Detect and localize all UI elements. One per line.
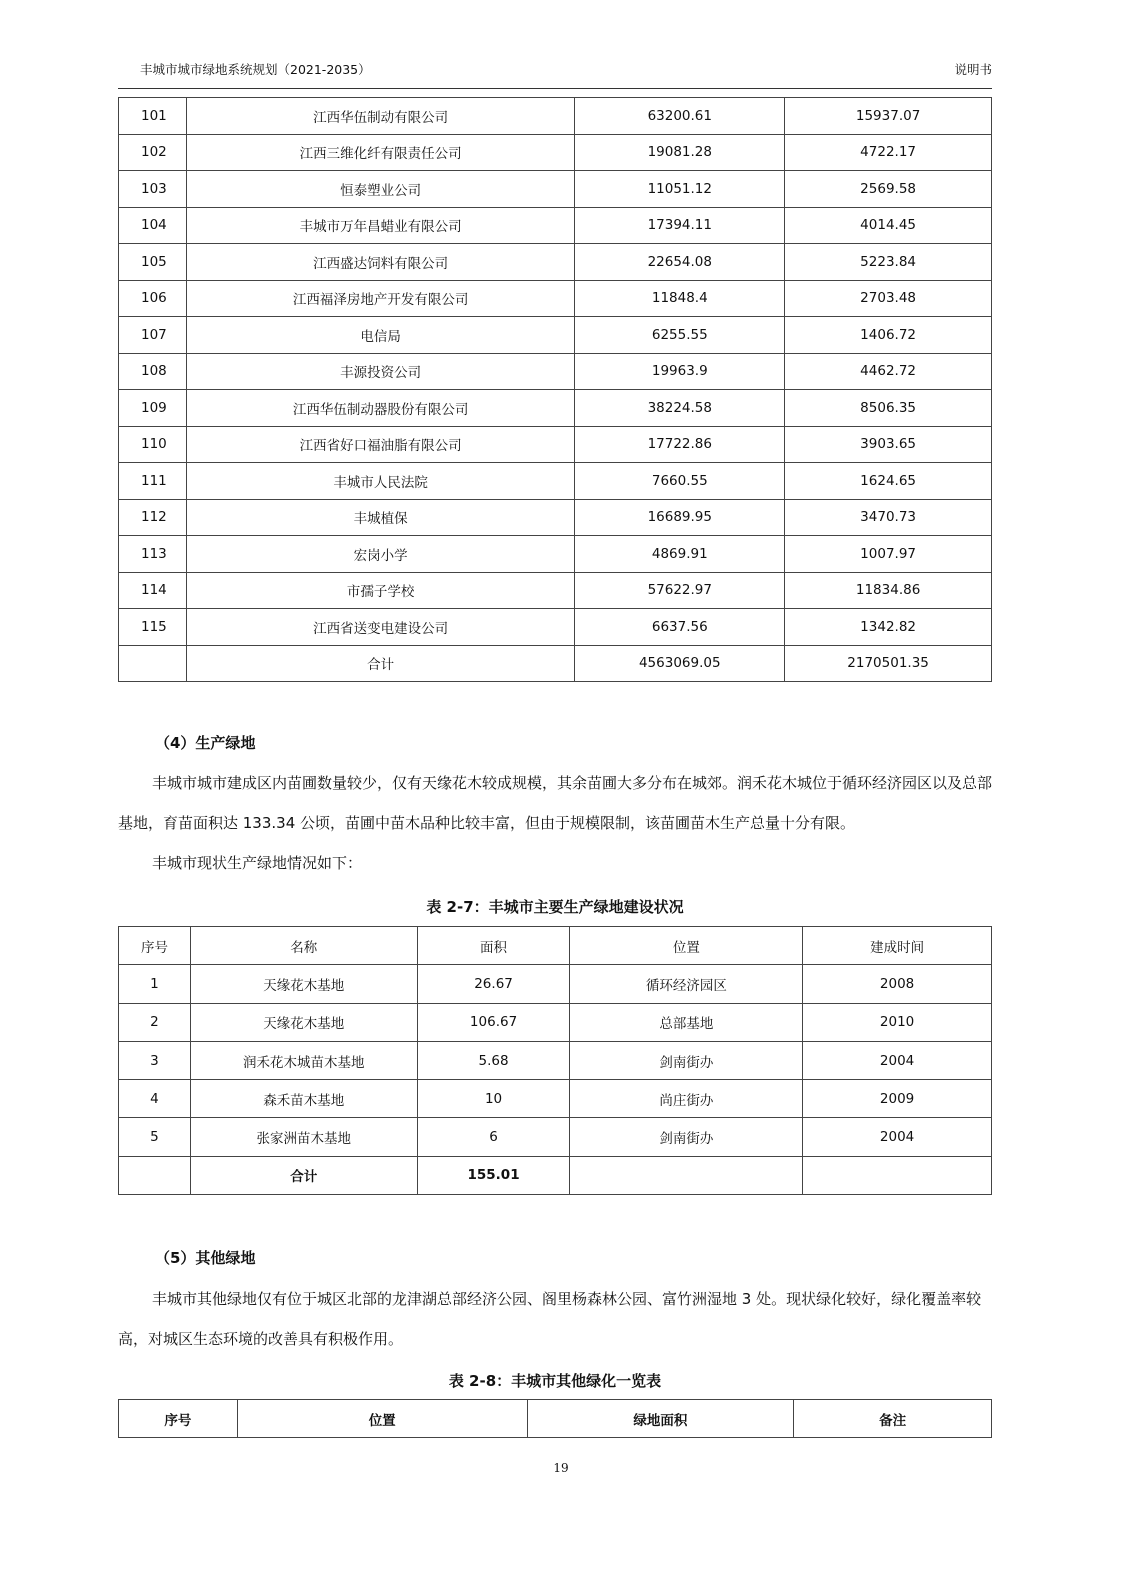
table-cell: 38224.58 (575, 390, 785, 427)
section-5-title: （5）其他绿地 (155, 1249, 256, 1267)
table-cell (570, 1156, 803, 1194)
table-cell: 10 (417, 1080, 570, 1118)
table-row (119, 244, 992, 281)
table-cell: 110 (119, 426, 187, 463)
table-cell: 11051.12 (575, 171, 785, 208)
table-row (119, 609, 992, 646)
table-cell: 1624.65 (785, 463, 992, 500)
table-cell: 155.01 (417, 1156, 570, 1194)
table-cell: 17394.11 (575, 207, 785, 244)
table-cell: 剑南街办 (570, 1041, 803, 1079)
table-cell: 5223.84 (785, 244, 992, 281)
table-total-row (119, 1156, 992, 1194)
table-cell: 8506.35 (785, 390, 992, 427)
table-cell: 丰城植保 (186, 499, 574, 536)
table-row (119, 207, 992, 244)
table-cell: 合计 (186, 645, 574, 682)
table-cell: 4462.72 (785, 353, 992, 390)
table-row (119, 499, 992, 536)
table-cell: 5.68 (417, 1041, 570, 1079)
table-cell: 2 (119, 1003, 191, 1041)
table-cell: 绿地面积 (527, 1400, 794, 1438)
table-row (119, 98, 992, 135)
table-cell: 1342.82 (785, 609, 992, 646)
table-cell: 22654.08 (575, 244, 785, 281)
table-cell: 电信局 (186, 317, 574, 354)
table-cell: 17722.86 (575, 426, 785, 463)
table-cell: 102 (119, 134, 187, 171)
table-cell: 114 (119, 572, 187, 609)
table-row (119, 317, 992, 354)
table-cell: 循环经济园区 (570, 965, 803, 1003)
table-cell: 4014.45 (785, 207, 992, 244)
table-cell: 序号 (119, 1400, 238, 1438)
table-cell: 市孺子学校 (186, 572, 574, 609)
table-row (119, 390, 992, 427)
table-cell: 7660.55 (575, 463, 785, 500)
enterprise-greenspace-table (118, 97, 992, 682)
other-greenspace-table (118, 1399, 992, 1438)
table-cell: 2004 (803, 1118, 992, 1156)
table-cell: 江西盛达饲料有限公司 (186, 244, 574, 281)
table-cell: 4869.91 (575, 536, 785, 573)
table-cell: 序号 (119, 927, 191, 965)
table-row (119, 134, 992, 171)
table-cell: 6637.56 (575, 609, 785, 646)
table-cell: 面积 (417, 927, 570, 965)
table-cell: 2010 (803, 1003, 992, 1041)
table-row (119, 463, 992, 500)
table-row (119, 1041, 992, 1079)
table-cell (803, 1156, 992, 1194)
table-cell: 名称 (190, 927, 417, 965)
table-cell: 107 (119, 317, 187, 354)
table-cell: 2009 (803, 1080, 992, 1118)
table-row (119, 572, 992, 609)
table-cell: 4563069.05 (575, 645, 785, 682)
table-cell: 63200.61 (575, 98, 785, 135)
table-row (119, 536, 992, 573)
table-cell: 11834.86 (785, 572, 992, 609)
production-greenspace-table (118, 926, 992, 1195)
table-cell: 位置 (570, 927, 803, 965)
document-title: 丰城市城市绿地系统规划（2021-2035） (140, 62, 371, 77)
table-cell: 105 (119, 244, 187, 281)
document-type: 说明书 (954, 62, 992, 77)
table-cell: 张家洲苗木基地 (190, 1118, 417, 1156)
table-cell: 恒泰塑业公司 (186, 171, 574, 208)
table-cell: 天缘花木基地 (190, 965, 417, 1003)
table-cell: 合计 (190, 1156, 417, 1194)
table-cell: 115 (119, 609, 187, 646)
table-cell: 2170501.35 (785, 645, 992, 682)
table-cell: 江西省好口福油脂有限公司 (186, 426, 574, 463)
paragraph: 丰城市现状生产绿地情况如下： (152, 854, 363, 872)
page-number: 19 (553, 1461, 569, 1475)
enterprise-greenspace-table-body (119, 98, 992, 646)
table-row (119, 171, 992, 208)
table-cell: 宏岗小学 (186, 536, 574, 573)
table-cell: 总部基地 (570, 1003, 803, 1041)
table-row (119, 1003, 992, 1041)
table-cell: 101 (119, 98, 187, 135)
table-row (119, 1080, 992, 1118)
table-total-row (119, 645, 992, 682)
table-cell: 57622.97 (575, 572, 785, 609)
table-cell: 104 (119, 207, 187, 244)
table-cell: 建成时间 (803, 927, 992, 965)
table-cell: 1007.97 (785, 536, 992, 573)
table-cell: 108 (119, 353, 187, 390)
table-cell: 丰源投资公司 (186, 353, 574, 390)
table-cell: 4722.17 (785, 134, 992, 171)
table-cell: 112 (119, 499, 187, 536)
table-cell: 尚庄街办 (570, 1080, 803, 1118)
table-cell: 106.67 (417, 1003, 570, 1041)
table-cell: 丰城市人民法院 (186, 463, 574, 500)
table-cell: 15937.07 (785, 98, 992, 135)
table-cell: 26.67 (417, 965, 570, 1003)
table-row (119, 353, 992, 390)
table-cell: 位置 (237, 1400, 527, 1438)
table-cell: 丰城市万年昌蜡业有限公司 (186, 207, 574, 244)
table-cell: 森禾苗木基地 (190, 1080, 417, 1118)
table-cell: 3903.65 (785, 426, 992, 463)
table-cell: 5 (119, 1118, 191, 1156)
section-5-body (118, 1279, 992, 1359)
table-cell: 6 (417, 1118, 570, 1156)
table-cell: 江西省送变电建设公司 (186, 609, 574, 646)
table-row (119, 1118, 992, 1156)
table-cell: 1 (119, 965, 191, 1003)
table-cell: 19963.9 (575, 353, 785, 390)
section-4-body (118, 763, 992, 883)
section-4-title: （4）生产绿地 (155, 734, 256, 752)
table-cell: 6255.55 (575, 317, 785, 354)
table-cell: 剑南街办 (570, 1118, 803, 1156)
table-cell: 106 (119, 280, 187, 317)
header-divider (118, 88, 992, 89)
table-cell: 2008 (803, 965, 992, 1003)
table-cell: 103 (119, 171, 187, 208)
table-cell: 江西华伍制动有限公司 (186, 98, 574, 135)
table-cell: 2569.58 (785, 171, 992, 208)
table-cell: 109 (119, 390, 187, 427)
table-cell: 3 (119, 1041, 191, 1079)
table-cell: 润禾花木城苗木基地 (190, 1041, 417, 1079)
table-cell: 江西三维化纤有限责任公司 (186, 134, 574, 171)
table-cell: 1406.72 (785, 317, 992, 354)
paragraph: 丰城市城市建成区内苗圃数量较少，仅有天缘花木较成规模，其余苗圃大多分布在城郊。润禾花木城位于循环经济园区以及总部基地，育苗面积达 133.34 公顷，苗圃中苗木品种比较丰富，但由于规模限制，该苗圃苗木生产总量十分有限。 (118, 774, 993, 832)
table-2-7-caption: 表 2-7：丰城市主要生产绿地建设状况 (426, 898, 684, 916)
table-header-row (119, 927, 992, 965)
table-cell: 19081.28 (575, 134, 785, 171)
table-cell: 113 (119, 536, 187, 573)
table-cell: 2004 (803, 1041, 992, 1079)
production-greenspace-table-body (119, 965, 992, 1156)
table-cell: 天缘花木基地 (190, 1003, 417, 1041)
table-cell: 2703.48 (785, 280, 992, 317)
table-cell: 4 (119, 1080, 191, 1118)
table-row (119, 280, 992, 317)
table-row (119, 426, 992, 463)
table-cell: 111 (119, 463, 187, 500)
table-cell: 11848.4 (575, 280, 785, 317)
table-2-8-caption: 表 2-8：丰城市其他绿化一览表 (448, 1372, 662, 1390)
table-cell (119, 645, 187, 682)
table-cell: 3470.73 (785, 499, 992, 536)
table-row (119, 965, 992, 1003)
table-cell (119, 1156, 191, 1194)
table-cell: 16689.95 (575, 499, 785, 536)
table-header-row (119, 1400, 992, 1438)
table-cell: 备注 (794, 1400, 992, 1438)
paragraph: 丰城市其他绿地仅有位于城区北部的龙津湖总部经济公园、阁里杨森林公园、富竹洲湿地 3 处。现状绿化较好，绿化覆盖率较高，对城区生态环境的改善具有积极作用。 (118, 1290, 982, 1348)
table-cell: 江西福泽房地产开发有限公司 (186, 280, 574, 317)
table-cell: 江西华伍制动器股份有限公司 (186, 390, 574, 427)
